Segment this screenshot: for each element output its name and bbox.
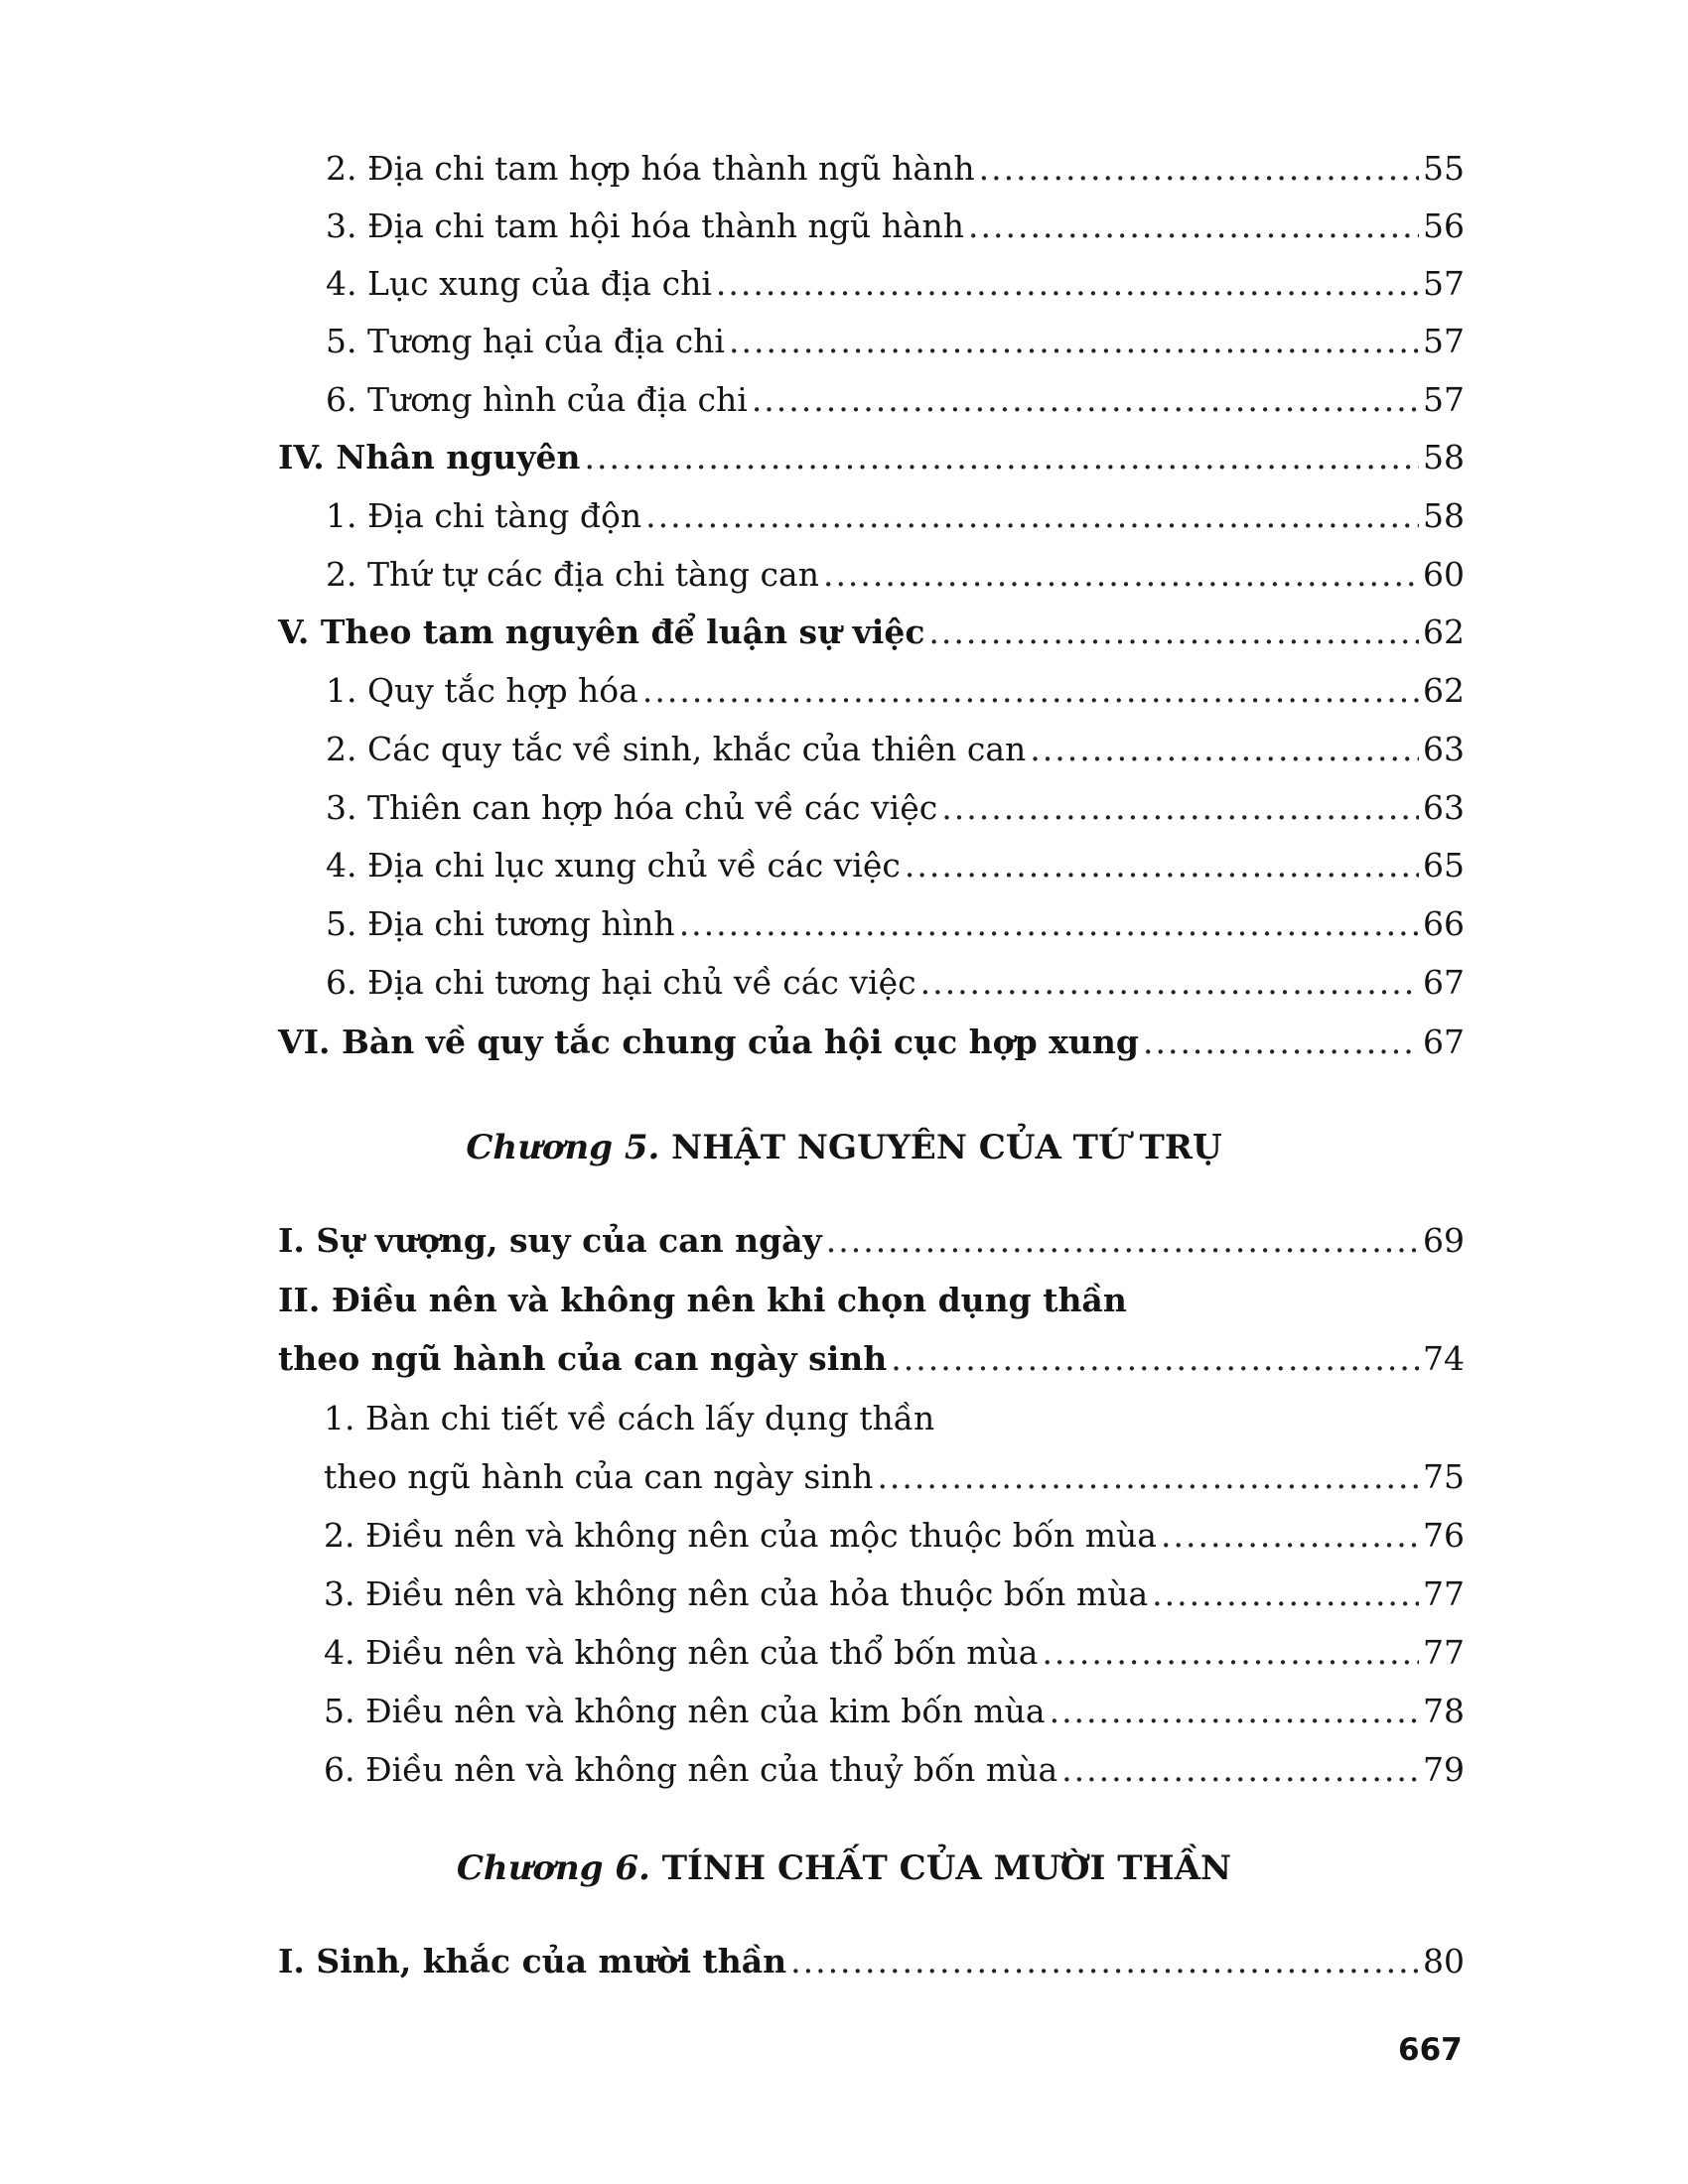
chapter-label: Chương 5. bbox=[466, 1128, 660, 1167]
toc-section bbox=[278, 1023, 1465, 1062]
toc-section bbox=[278, 438, 1465, 478]
toc-entry bbox=[324, 1633, 1465, 1673]
toc-entry-text: 6. Tương hình của địa chi bbox=[326, 380, 748, 419]
toc-section bbox=[278, 1942, 1465, 1981]
toc-entry-page: 77 bbox=[1423, 1574, 1465, 1613]
toc-entry-text: 6. Địa chi tương hại chủ về các việc bbox=[326, 963, 916, 1002]
toc-entry-page: 56 bbox=[1423, 206, 1465, 245]
toc-section bbox=[278, 1281, 1465, 1320]
dot-leader bbox=[941, 788, 1419, 828]
toc-section-text: I. Sinh, khắc của mười thần bbox=[278, 1942, 787, 1980]
toc-entry-text: 4. Lục xung của địa chi bbox=[326, 264, 712, 303]
dot-leader bbox=[1042, 1633, 1419, 1673]
toc-entry-text: 4. Điều nên và không nên của thổ bốn mùa bbox=[324, 1633, 1039, 1672]
dot-leader bbox=[920, 963, 1419, 1003]
chapter-title: NHẬT NGUYÊN CỦA TỨ TRỤ bbox=[671, 1128, 1222, 1167]
toc-section-text: VI. Bàn về quy tắc chung của hội cục hợp xung bbox=[278, 1023, 1139, 1061]
toc-entry-text: theo ngũ hành của can ngày sinh bbox=[324, 1457, 874, 1496]
toc-entry-page: 79 bbox=[1423, 1750, 1465, 1789]
dot-leader bbox=[1143, 1023, 1419, 1062]
toc-entry bbox=[324, 1574, 1465, 1614]
dot-leader bbox=[1152, 1574, 1419, 1614]
dot-leader bbox=[585, 438, 1420, 478]
toc-entry-text: 5. Điều nên và không nên của kim bốn mùa bbox=[324, 1692, 1046, 1730]
toc-entry-text: 5. Địa chi tương hình bbox=[326, 904, 675, 943]
dot-leader bbox=[729, 322, 1419, 361]
dot-leader bbox=[905, 846, 1419, 886]
page-number: 667 bbox=[1398, 2032, 1463, 2068]
toc-entry-page: 58 bbox=[1423, 496, 1465, 535]
toc-entry-page: 60 bbox=[1423, 555, 1465, 594]
dot-leader bbox=[968, 206, 1419, 246]
toc-section-page: 74 bbox=[1423, 1339, 1465, 1378]
toc-entry-text: 4. Địa chi lục xung chủ về các việc bbox=[326, 846, 901, 885]
dot-leader bbox=[1161, 1516, 1419, 1556]
toc-entry-text: 1. Bàn chi tiết về cách lấy dụng thần bbox=[324, 1399, 935, 1437]
toc-section-text: V. Theo tam nguyên để luận sự việc bbox=[278, 613, 925, 651]
dot-leader bbox=[823, 555, 1419, 595]
toc-entry bbox=[326, 149, 1465, 189]
toc-section-text: II. Điều nên và không nên khi chọn dụng thần bbox=[278, 1281, 1127, 1319]
toc-entry-text: 6. Điều nên và không nên của thuỷ bốn mùa bbox=[324, 1750, 1058, 1789]
toc-entry-text: 3. Điều nên và không nên của hỏa thuộc bốn mùa bbox=[324, 1574, 1149, 1613]
toc-entry bbox=[326, 730, 1465, 769]
toc-entry bbox=[326, 380, 1465, 420]
toc-entry-text: 5. Tương hại của địa chi bbox=[326, 322, 725, 360]
toc-entry-text: 2. Các quy tắc về sinh, khắc của thiên can bbox=[326, 730, 1027, 768]
toc-entry-page: 66 bbox=[1423, 904, 1465, 943]
dot-leader bbox=[679, 904, 1419, 944]
toc-entry-page: 67 bbox=[1423, 963, 1465, 1002]
toc-entry bbox=[326, 904, 1465, 944]
toc-entry bbox=[326, 496, 1465, 536]
toc-entry-page: 65 bbox=[1423, 846, 1465, 885]
toc-entry-text: 2. Địa chi tam hợp hóa thành ngũ hành bbox=[326, 149, 975, 188]
dot-leader bbox=[979, 149, 1419, 189]
toc-entry bbox=[326, 846, 1465, 886]
toc-entry-text: 1. Quy tắc hợp hóa bbox=[326, 671, 638, 710]
toc-section-page: 58 bbox=[1423, 438, 1465, 477]
toc-entry-page: 62 bbox=[1423, 671, 1465, 710]
dot-leader bbox=[645, 496, 1419, 536]
toc-entry bbox=[324, 1750, 1465, 1790]
toc-entry-page: 57 bbox=[1423, 322, 1465, 360]
toc-entry-page: 75 bbox=[1423, 1457, 1465, 1496]
toc-section-text: theo ngũ hành của can ngày sinh bbox=[278, 1339, 888, 1378]
toc-section-text: IV. Nhân nguyên bbox=[278, 438, 581, 477]
toc-entry-page: 63 bbox=[1423, 788, 1465, 827]
toc-entry bbox=[326, 322, 1465, 361]
toc-entry-page: 63 bbox=[1423, 730, 1465, 768]
toc-entry bbox=[324, 1516, 1465, 1556]
dot-leader bbox=[1061, 1750, 1419, 1790]
toc-entry-text: 2. Điều nên và không nên của mộc thuộc bốn mùa bbox=[324, 1516, 1157, 1555]
dot-leader bbox=[752, 380, 1419, 420]
toc-section bbox=[278, 1221, 1465, 1261]
chapter-title: TÍNH CHẤT CỦA MƯỜI THẦN bbox=[661, 1848, 1232, 1888]
dot-leader bbox=[716, 264, 1419, 304]
toc-section-page: 69 bbox=[1423, 1221, 1465, 1260]
chapter-label: Chương 6. bbox=[456, 1848, 650, 1888]
chapter-heading bbox=[0, 1128, 1688, 1167]
dot-leader bbox=[928, 613, 1419, 652]
toc-entry bbox=[324, 1457, 1465, 1497]
toc-section-page: 67 bbox=[1423, 1023, 1465, 1061]
toc-entry bbox=[324, 1692, 1465, 1731]
chapter-heading bbox=[0, 1848, 1688, 1888]
toc-entry bbox=[326, 555, 1465, 595]
toc-entry-text: 3. Địa chi tam hội hóa thành ngũ hành bbox=[326, 206, 965, 245]
toc-section bbox=[278, 1339, 1465, 1379]
toc-entry bbox=[326, 671, 1465, 711]
dot-leader bbox=[877, 1457, 1419, 1497]
toc-entry-text: 1. Địa chi tàng độn bbox=[326, 496, 642, 535]
toc-section-page: 62 bbox=[1423, 613, 1465, 651]
toc-entry bbox=[326, 264, 1465, 304]
toc-entry bbox=[326, 206, 1465, 246]
dot-leader bbox=[642, 671, 1419, 711]
toc-entry bbox=[324, 1399, 1465, 1438]
toc-entry-page: 77 bbox=[1423, 1633, 1465, 1672]
toc-entry-page: 57 bbox=[1423, 264, 1465, 303]
toc-entry-page: 57 bbox=[1423, 380, 1465, 419]
toc-section bbox=[278, 613, 1465, 652]
toc-entry bbox=[326, 788, 1465, 828]
toc-entry-page: 55 bbox=[1423, 149, 1465, 188]
dot-leader bbox=[1050, 1692, 1419, 1731]
dot-leader bbox=[891, 1339, 1419, 1379]
toc-section-text: I. Sự vượng, suy của can ngày bbox=[278, 1221, 822, 1260]
toc-section-page: 80 bbox=[1423, 1942, 1465, 1980]
dot-leader bbox=[826, 1221, 1419, 1261]
dot-leader bbox=[1030, 730, 1419, 769]
toc-entry bbox=[326, 963, 1465, 1003]
toc-entry-page: 76 bbox=[1423, 1516, 1465, 1555]
toc-entry-text: 2. Thứ tự các địa chi tàng can bbox=[326, 555, 819, 594]
dot-leader bbox=[790, 1942, 1419, 1981]
toc-entry-text: 3. Thiên can hợp hóa chủ về các việc bbox=[326, 788, 938, 827]
toc-entry-page: 78 bbox=[1423, 1692, 1465, 1730]
